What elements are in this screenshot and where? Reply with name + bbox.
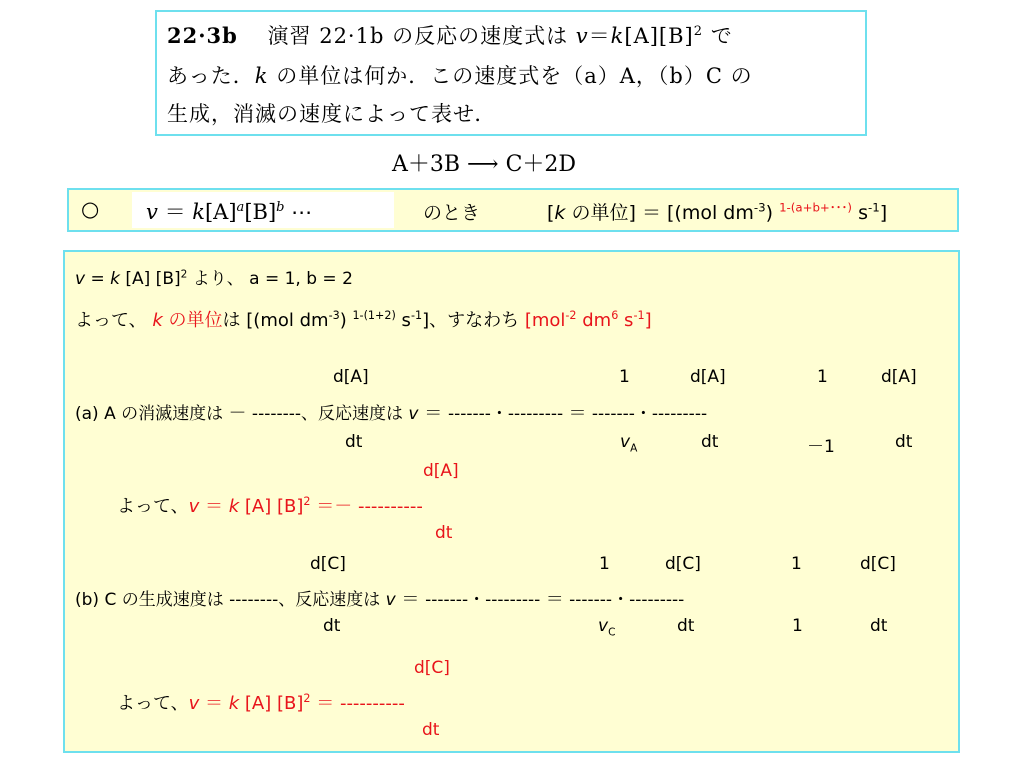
notoki-text: のとき [423,202,481,224]
dot: ・ [634,404,652,424]
exponent: -1 [867,200,880,215]
var-k: k [228,496,240,517]
equals: = [85,269,111,289]
fraction-bar: -------- [246,404,302,424]
exponent: 2 [303,495,311,508]
b-numerator-2: 1 [599,554,610,574]
exponent: -2 [565,309,577,322]
fraction-bar: -------- [229,590,279,610]
result-fraction: ＝ ---------- [310,693,405,714]
var-v: v [385,590,396,610]
subscript: A [630,442,638,455]
a-numerator-2: 1 [619,367,630,387]
fraction-bar: --------- [485,590,541,610]
problem-line-1 [167,20,733,50]
hanno-sokudo-text: 、反応速度は [278,590,386,610]
subscript: C [608,626,616,639]
bullet-circle: ○ [81,197,100,221]
rate-law: [A] [B] [239,496,304,517]
result-fraction: ＝－ ---------- [310,496,423,517]
var-k: k [152,310,163,331]
fraction-bar: --------- [651,404,708,424]
var-k: k [110,269,120,289]
fraction-bar: --------- [507,404,564,424]
dot: ・ [612,590,630,610]
problem-number: 22·3b [167,23,238,48]
order-b: b [276,200,285,215]
a-denominator-4: －1 [807,437,835,457]
problem-text: あった． [167,64,255,88]
exponent: -1 [410,309,423,322]
b-denominator-1: dt [323,616,341,636]
fraction-bar: ------- [569,590,613,610]
var-v: v [408,404,419,424]
yori-text: より、 [187,269,244,289]
unit-part: dm [576,310,612,331]
general-rate-formula-text [146,196,312,226]
order-a: a [236,200,245,215]
ellipsis: ⋯ [284,200,313,224]
b-denominator-4: 1 [792,616,803,636]
solution-line-2 [75,306,652,332]
exponent: 6 [611,309,619,322]
a-main-line [75,399,707,425]
bracket: ] [422,310,430,331]
unit-s: s [852,202,868,224]
dot: ・ [490,404,508,424]
problem-text: 演習 22·1b の反応の速度式は [267,24,576,48]
b-numerator-1: d[C] [310,554,346,574]
a-numerator-5: d[A] [881,367,917,387]
b-numerator-5: d[C] [860,554,896,574]
bracket: ] [644,310,652,331]
problem-text: で [703,24,733,48]
bracket: ) [339,310,347,331]
bracket: ] [879,202,888,224]
b-result-line [117,689,405,715]
unit-value: [(mol dm [246,310,329,331]
a-result-denominator: dt [435,523,453,543]
problem-text: の単位は何か．この速度式を（a）A，（b）C の [268,64,753,88]
problem-line-3: 生成，消滅の速度によって表せ． [167,102,497,126]
unit-s: s [395,310,411,331]
fraction-bar: ------- [447,404,491,424]
var-k: k [254,64,269,88]
yotte-text: よって、 [75,310,153,331]
unit-part: [mol [524,310,566,331]
a-label: (a) A の消滅速度は [75,404,229,424]
var-v: v [598,616,609,636]
b-numerator-4: 1 [791,554,802,574]
var-k: k [610,24,625,48]
conc-A: [A] [204,200,237,224]
yotte-text: よって、 [117,496,189,517]
equals: ＝ [545,589,564,610]
var-v: v [575,24,589,48]
b-result-numerator: d[C] [414,658,450,678]
exponent: 2 [180,268,188,281]
a-denominator-5: dt [895,432,913,452]
var-v: v [188,693,200,714]
exponent: -3 [753,200,766,215]
equals: ＝ [164,200,186,224]
summary-box [67,188,959,232]
exponent-red: 1-(a+b+･･･) [779,200,853,215]
general-rate-formula [132,192,394,228]
a-result-numerator: d[A] [423,461,459,481]
equals: ＝ [568,403,587,424]
problem-statement-box [155,10,867,136]
a-numerator-3: d[A] [690,367,726,387]
equals: ＝ [395,589,426,610]
k-unit-label: の単位 [162,310,223,331]
wa-text: は [222,310,247,331]
var-v: v [188,496,200,517]
bracket: ) [765,202,774,224]
b-main-line [75,585,684,611]
a-denominator-2 [620,432,638,455]
exponent: 1-(1+2) [352,309,396,322]
rate-law: [A] [B] [239,693,304,714]
b-denominator-2 [598,616,616,639]
var-v: v [620,432,631,452]
dot: ・ [468,590,486,610]
unit-part: s [618,310,634,331]
fraction-bar: ------- [425,590,469,610]
yotte-text: よって、 [117,693,189,714]
sunawachi-text: 、すなわち [429,310,520,331]
exponent: -3 [328,309,340,322]
fraction-bar: --------- [629,590,685,610]
equals: ＝ [418,403,448,424]
rate-law: [A] [B] [119,269,181,289]
exponent: 2 [693,24,704,39]
b-result-denominator: dt [422,720,440,740]
exponent: -1 [633,309,645,322]
fraction-bar: ------- [591,404,635,424]
var-v: v [146,200,158,224]
bracket: [ [547,202,555,224]
equals: ＝ [199,693,229,714]
var-k: k [228,693,240,714]
problem-line-2 [167,60,753,90]
unit-label: の単位] [565,202,636,224]
b-denominator-5: dt [870,616,888,636]
equals: ＝ [199,496,229,517]
solution-box [63,250,960,753]
a-numerator-4: 1 [817,367,828,387]
hanno-sokudo-text: 、反応速度は [301,404,409,424]
b-label: (b) C の生成速度は [75,590,230,610]
var-k: k [554,202,566,224]
a-denominator-3: dt [701,432,719,452]
equals: ＝ [641,202,661,224]
exponent: 2 [303,692,311,705]
solution-line-1 [75,264,353,289]
a-denominator-1: dt [345,432,363,452]
a-result-line [117,492,423,518]
rate-law: [A][B] [624,24,694,48]
order-values: a = 1, b = 2 [249,269,353,289]
k-unit-result [525,310,652,331]
a-numerator-1: d[A] [333,367,369,387]
b-numerator-3: d[C] [665,554,701,574]
minus-sign: － [228,403,247,424]
equals: ＝ [588,24,611,48]
conc-B: [B] [244,200,277,224]
reaction-equation: A＋3B ⟶ C＋2D [392,152,577,177]
b-denominator-3: dt [677,616,695,636]
unit-value: [(mol dm [667,202,754,224]
var-v: v [75,269,86,289]
k-unit-expression [547,198,887,225]
var-k: k [192,200,205,224]
